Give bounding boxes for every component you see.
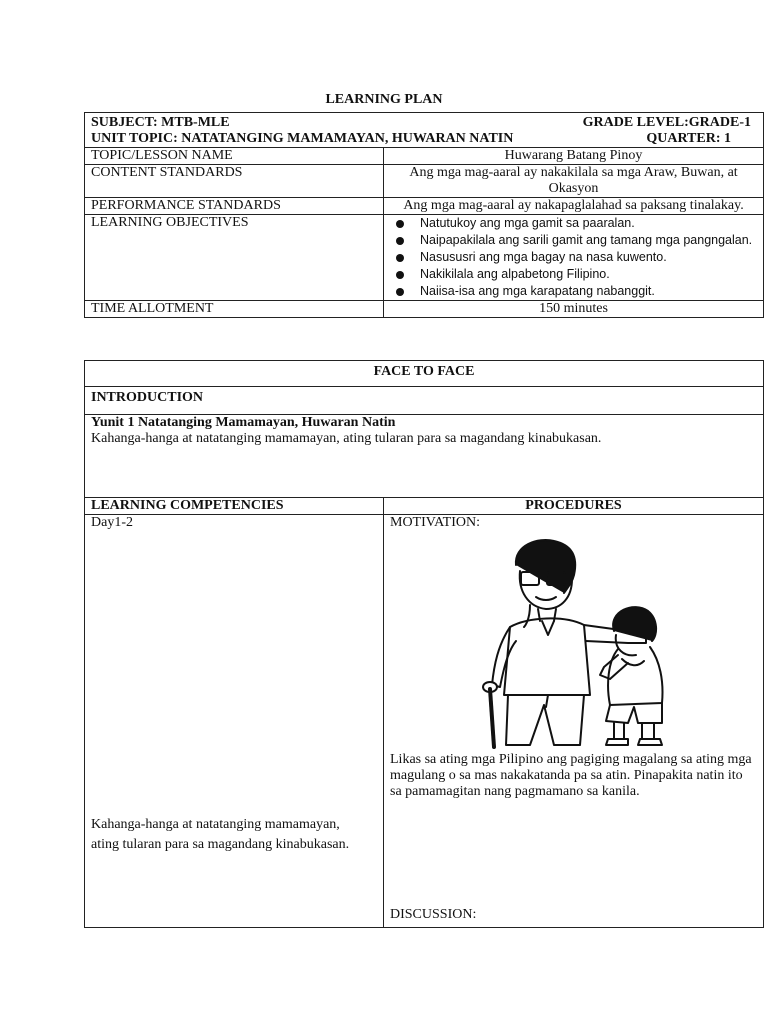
day-label: Day1-2 (91, 515, 133, 530)
row-label: TIME ALLOTMENT (85, 301, 384, 318)
table-row (85, 165, 764, 198)
row-value: Ang mga mag-aaral ay nakapaglalahad sa paksang tinalakay. (384, 198, 764, 215)
table-row (85, 148, 764, 165)
competencies-header: LEARNING COMPETENCIES (85, 498, 384, 515)
face-to-face-table (84, 360, 764, 928)
list-item: Natutukoy ang mga gamit sa paaralan. (396, 215, 757, 232)
row-value: 150 minutes (384, 301, 764, 318)
table-row (85, 198, 764, 215)
plan-header (85, 113, 764, 148)
learning-plan-table (84, 112, 764, 318)
table-row (85, 301, 764, 318)
list-item: Nakikilala ang alpabetong Filipino. (396, 266, 757, 283)
objectives-list (390, 215, 757, 300)
competencies-cell (85, 515, 384, 928)
objectives-cell (384, 215, 764, 301)
grade-level-label: GRADE LEVEL:GRADE-1 (582, 115, 752, 130)
pagmamano-illustration (468, 535, 688, 750)
subject-label: SUBJECT: MTB-MLE (91, 115, 230, 130)
motivation-label: MOTIVATION: (390, 515, 480, 530)
unit-intro-cell (85, 415, 764, 498)
document-title: LEARNING PLAN (325, 92, 443, 107)
unit-title: Yunit 1 Natatanging Mamamayan, Huwaran Natin (91, 415, 396, 430)
list-item: Naipapakilala ang sarili gamit ang tamang mga pangngalan. (396, 232, 757, 249)
procedures-header: PROCEDURES (384, 498, 764, 515)
unit-topic-label: UNIT TOPIC: NATATANGING MAMAMAYAN, HUWARAN NATIN (91, 131, 514, 146)
row-value: Ang mga mag-aaral ay nakakilala sa mga Araw, Buwan, at Okasyon (384, 165, 764, 198)
list-item: Naiisa-isa ang mga karapatang nabanggit. (396, 283, 757, 300)
row-label: PERFORMANCE STANDARDS (85, 198, 384, 215)
competency-text: Kahanga-hanga at natatanging mamamayan, ating tularan para sa magandang kinabukasan. (91, 817, 350, 852)
table-row (85, 215, 764, 301)
list-item: Nasususri ang mga bagay na nasa kuwento. (396, 249, 757, 266)
face-to-face-heading: FACE TO FACE (85, 361, 764, 387)
row-label: LEARNING OBJECTIVES (85, 215, 384, 301)
row-value: Huwarang Batang Pinoy (384, 148, 764, 165)
unit-description: Kahanga-hanga at natatanging mamamayan, ating tularan para sa magandang kinabukasan. (91, 431, 602, 446)
introduction-heading: INTRODUCTION (85, 387, 764, 415)
row-label: CONTENT STANDARDS (85, 165, 384, 198)
row-label: TOPIC/LESSON NAME (85, 148, 384, 165)
discussion-label: DISCUSSION: (390, 907, 477, 922)
procedures-cell (384, 515, 764, 928)
quarter-label: QUARTER: 1 (646, 131, 732, 146)
motivation-caption: Likas sa ating mga Pilipino ang pagiging magalang sa ating mga magulang o sa mas nakakatanda pa sa atin. Pinapakita natin ito sa pamamagitan nang pagmamano sa kanila. (390, 752, 752, 799)
